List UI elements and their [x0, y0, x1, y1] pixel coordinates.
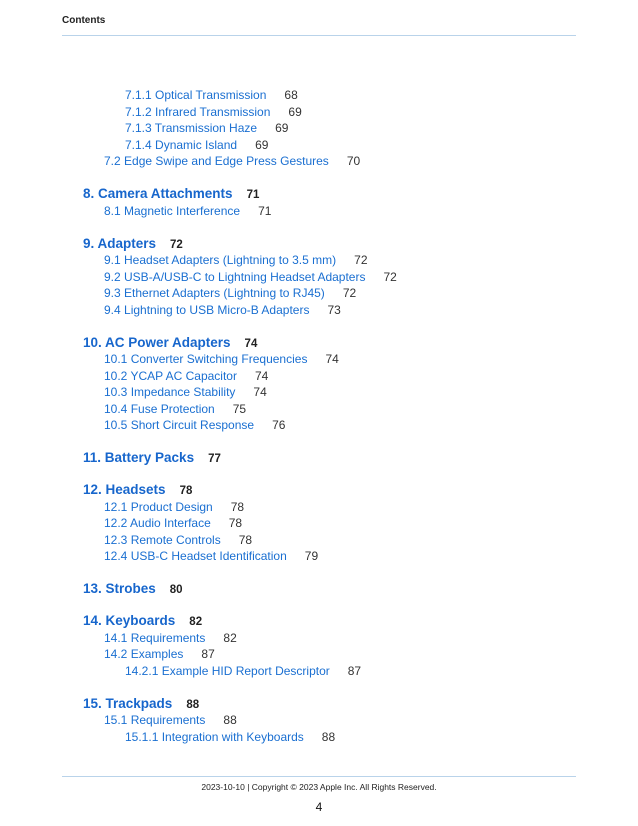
toc-entry-title: 9.1 Headset Adapters (Lightning to 3.5 mm) — [104, 253, 337, 267]
toc-entry-page: 76 — [272, 418, 286, 432]
toc-chapter-entry[interactable] — [83, 335, 257, 350]
page-header: Contents — [62, 15, 106, 26]
toc-section-entry[interactable] — [104, 647, 215, 661]
toc-entry-title: 7.2 Edge Swipe and Edge Press Gestures — [104, 154, 329, 168]
toc-section-entry[interactable] — [104, 631, 237, 645]
toc-entry-page: 74 — [254, 368, 269, 383]
toc-entry-page: 69 — [288, 104, 302, 119]
toc-entry-title: 14.2 Examples — [104, 647, 184, 661]
toc-entry-page: 87 — [347, 663, 362, 678]
toc-section-entry[interactable] — [104, 286, 356, 300]
toc-section-entry[interactable] — [104, 204, 271, 218]
toc-chapter-entry[interactable] — [83, 186, 259, 201]
toc-entry-page: 68 — [284, 88, 298, 102]
toc-section-entry[interactable] — [104, 516, 242, 530]
toc-entry-title: 10.3 Impedance Stability — [104, 385, 236, 399]
toc-entry-title: 10. AC Power Adapters — [83, 334, 231, 350]
toc-entry-page: 69 — [275, 121, 289, 135]
toc-section-entry[interactable] — [104, 533, 252, 547]
toc-section-entry[interactable] — [104, 253, 368, 267]
toc-entry-page: 72 — [342, 286, 357, 300]
toc-entry-page: 75 — [232, 401, 247, 416]
toc-section-entry[interactable] — [125, 121, 288, 135]
toc-section-entry[interactable] — [125, 730, 335, 744]
toc-entry-title: 7.1.4 Dynamic Island — [125, 137, 238, 152]
toc-section-entry[interactable] — [104, 303, 341, 317]
toc-entry-page: 78 — [238, 532, 253, 547]
toc-entry-title: 8. Camera Attachments — [83, 186, 233, 201]
toc-section-entry[interactable] — [104, 369, 268, 383]
toc-entry-title: 10.2 YCAP AC Capacitor — [104, 368, 237, 383]
toc-entry-page: 73 — [327, 302, 341, 317]
toc-entry-page: 78 — [230, 499, 245, 514]
toc-chapter-entry[interactable] — [83, 613, 202, 628]
page-number: 4 — [315, 800, 323, 814]
toc-section-entry[interactable] — [104, 385, 267, 399]
toc-entry-title: 9.3 Ethernet Adapters (Lightning to RJ45) — [104, 286, 325, 300]
toc-entry-title: 9. Adapters — [83, 235, 157, 251]
toc-section-entry[interactable] — [104, 549, 318, 563]
toc-entry-title: 15.1.1 Integration with Keyboards — [125, 729, 304, 744]
toc-entry-title: 14.1 Requirements — [104, 630, 206, 645]
toc-entry-page: 74 — [325, 352, 339, 366]
toc-entry-page: 79 — [304, 549, 319, 563]
toc-entry-title: 11. Battery Packs — [83, 450, 195, 465]
header-rule — [62, 35, 576, 36]
toc-entry-title: 14.2.1 Example HID Report Descriptor — [125, 663, 330, 678]
toc-entry-title: 7.1.3 Transmission Haze — [125, 121, 258, 135]
toc-section-entry[interactable] — [125, 88, 298, 102]
toc-entry-title: 15. Trackpads — [83, 695, 173, 711]
toc-entry-page: 80 — [169, 584, 183, 596]
toc-section-entry[interactable] — [104, 154, 360, 168]
toc-entry-page: 77 — [208, 453, 221, 465]
toc-entry-page: 71 — [258, 203, 272, 218]
toc-section-entry[interactable] — [125, 664, 361, 678]
toc-entry-page: 69 — [255, 137, 269, 152]
toc-entry-page: 72 — [383, 269, 397, 284]
toc-entry-page: 74 — [253, 385, 267, 399]
toc-entry-title: 12.3 Remote Controls — [104, 532, 221, 547]
toc-entry-title: 12. Headsets — [83, 482, 166, 497]
toc-entry-title: 9.4 Lightning to USB Micro-B Adapters — [104, 302, 310, 317]
toc-entry-page: 74 — [244, 337, 258, 350]
toc-entry-page: 87 — [201, 647, 215, 661]
toc-section-entry[interactable] — [104, 713, 237, 727]
toc-entry-page: 82 — [223, 630, 237, 645]
toc-section-entry[interactable] — [125, 105, 302, 119]
toc-entry-page: 72 — [170, 238, 183, 251]
toc-section-entry[interactable] — [104, 352, 339, 366]
toc-section-entry[interactable] — [104, 270, 397, 284]
toc-chapter-entry[interactable] — [83, 482, 192, 497]
toc-entry-title: 12.1 Product Design — [104, 499, 213, 514]
toc-entry-page: 88 — [223, 713, 237, 727]
toc-entry-title: 7.1.2 Infrared Transmission — [125, 104, 271, 119]
toc-entry-title: 12.2 Audio Interface — [104, 516, 211, 530]
toc-chapter-entry[interactable] — [83, 450, 221, 465]
toc-entry-page: 82 — [189, 616, 203, 628]
toc-chapter-entry[interactable] — [83, 236, 183, 251]
toc-section-entry[interactable] — [104, 402, 246, 416]
toc-section-entry[interactable] — [125, 138, 268, 152]
toc-entry-page: 70 — [346, 154, 361, 168]
toc-entry-title: 14. Keyboards — [83, 613, 176, 628]
toc-entry-title: 15.1 Requirements — [104, 713, 206, 727]
toc-entry-page: 78 — [228, 516, 243, 530]
toc-entry-page: 78 — [179, 485, 193, 497]
toc-section-entry[interactable] — [104, 500, 244, 514]
footer-copyright: 2023-10-10 | Copyright © 2023 Apple Inc. All Rights Reserved. — [201, 782, 437, 792]
toc-entry-page: 88 — [186, 698, 200, 711]
toc-entry-title: 10.1 Converter Switching Frequencies — [104, 352, 308, 366]
toc-entry-title: 12.4 USB-C Headset Identification — [104, 549, 287, 563]
footer-rule — [62, 776, 576, 777]
toc-chapter-entry[interactable] — [83, 581, 183, 596]
toc-chapter-entry[interactable] — [83, 696, 199, 711]
toc-entry-title: 13. Strobes — [83, 581, 156, 596]
toc-entry-page: 71 — [246, 189, 260, 201]
toc-entry-title: 10.4 Fuse Protection — [104, 401, 215, 416]
toc-entry-page: 88 — [321, 729, 336, 744]
toc-entry-page: 72 — [354, 253, 368, 267]
toc-section-entry[interactable] — [104, 418, 285, 432]
toc-entry-title: 10.5 Short Circuit Response — [104, 418, 255, 432]
toc-entry-title: 7.1.1 Optical Transmission — [125, 88, 267, 102]
toc-entry-title: 8.1 Magnetic Interference — [104, 203, 241, 218]
toc-entry-title: 9.2 USB-A/USB-C to Lightning Headset Adapters — [104, 269, 366, 284]
